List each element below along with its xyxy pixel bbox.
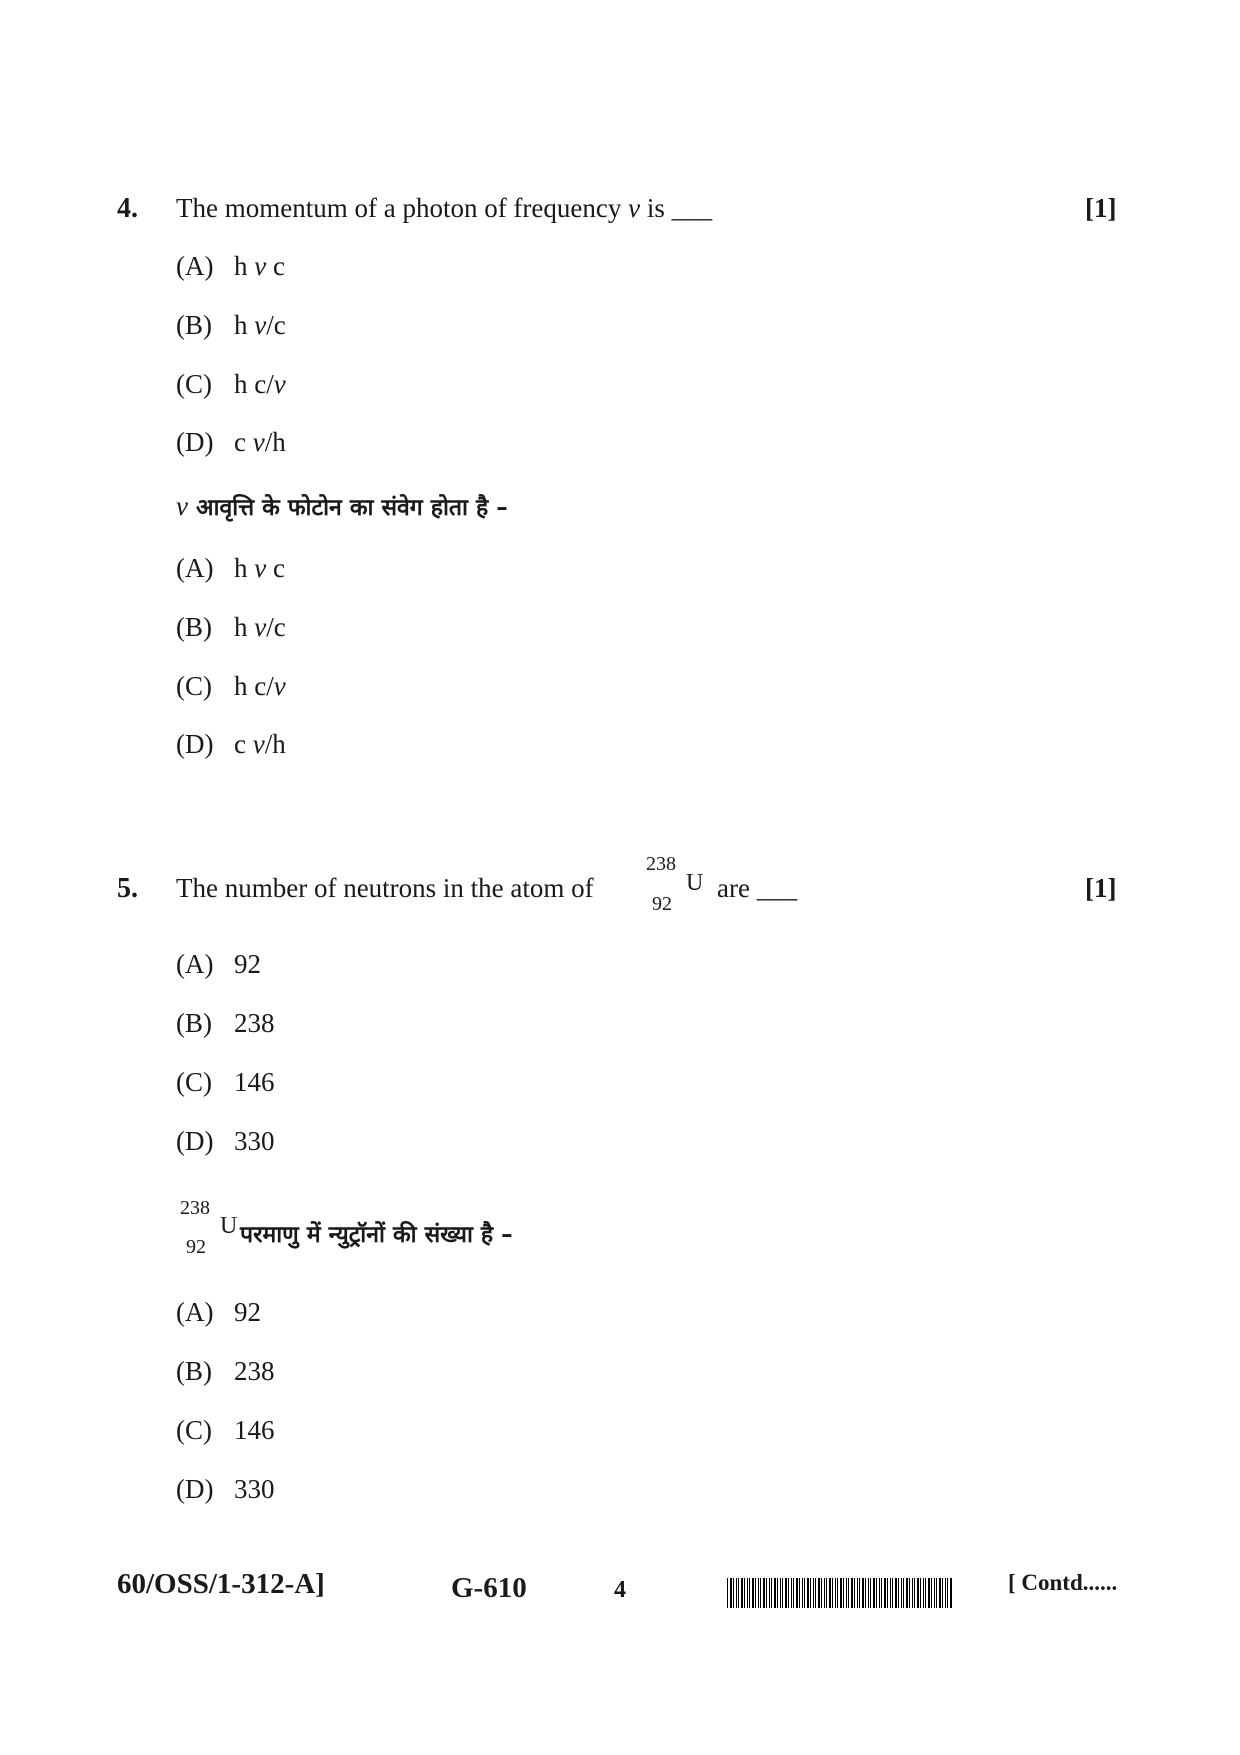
question-4-marks: [1] <box>1085 193 1117 223</box>
q4-hindi-option-c: (C) h c/v <box>176 671 286 701</box>
q5-option-c: (C) 146 <box>176 1067 275 1097</box>
q5-option-a: (A) 92 <box>176 949 261 979</box>
q4-option-c: (C) h c/v <box>176 369 286 399</box>
question-5-marks: [1] <box>1085 873 1117 903</box>
q5-mass-number: 238 <box>646 853 676 875</box>
question-5-text: The number of neutrons in the atom of <box>176 873 594 903</box>
q5-hindi-atomic-number: 92 <box>186 1236 206 1258</box>
question-4-hindi-text: v आवृत्ति के फोटोन का संवेग होता है – <box>176 491 508 521</box>
q4-option-d: (D) c v/h <box>176 427 286 457</box>
q4-hindi-option-b: (B) h v/c <box>176 612 286 642</box>
question-4-text: The momentum of a photon of frequency v is ___ <box>176 193 713 223</box>
question-5-number: 5. <box>117 873 138 904</box>
q5-hindi-option-a: (A) 92 <box>176 1297 261 1327</box>
q4-option-b: (B) h v/c <box>176 310 286 340</box>
question-4-number: 4. <box>117 193 138 224</box>
question-5-hindi-text: परमाणु में न्युट्रॉनों की संख्या है – <box>240 1222 513 1248</box>
q4-option-a: (A) h v c <box>176 251 285 281</box>
q4-hindi-option-d: (D) c v/h <box>176 729 286 759</box>
q5-hindi-option-d: (D) 330 <box>176 1474 275 1504</box>
q5-hindi-mass-number: 238 <box>180 1197 210 1219</box>
q5-hindi-option-b: (B) 238 <box>176 1356 275 1386</box>
q5-hindi-option-c: (C) 146 <box>176 1415 275 1445</box>
q5-option-d: (D) 330 <box>176 1126 275 1156</box>
footer-paper-code: 60/OSS/1-312-A] <box>117 1568 325 1600</box>
footer-contd: [ Contd...... <box>1008 1570 1118 1595</box>
footer-page-number: 4 <box>614 1577 626 1603</box>
q5-atomic-number: 92 <box>652 893 672 915</box>
q5-option-b: (B) 238 <box>176 1008 275 1038</box>
q4-hindi-option-a: (A) h v c <box>176 553 285 583</box>
footer-series-code: G-610 <box>451 1572 527 1604</box>
barcode-image <box>727 1578 952 1608</box>
question-5-text-end: are ___ <box>717 873 798 903</box>
q5-hindi-element-symbol: U <box>220 1213 238 1239</box>
q5-element-symbol: U <box>686 870 704 896</box>
